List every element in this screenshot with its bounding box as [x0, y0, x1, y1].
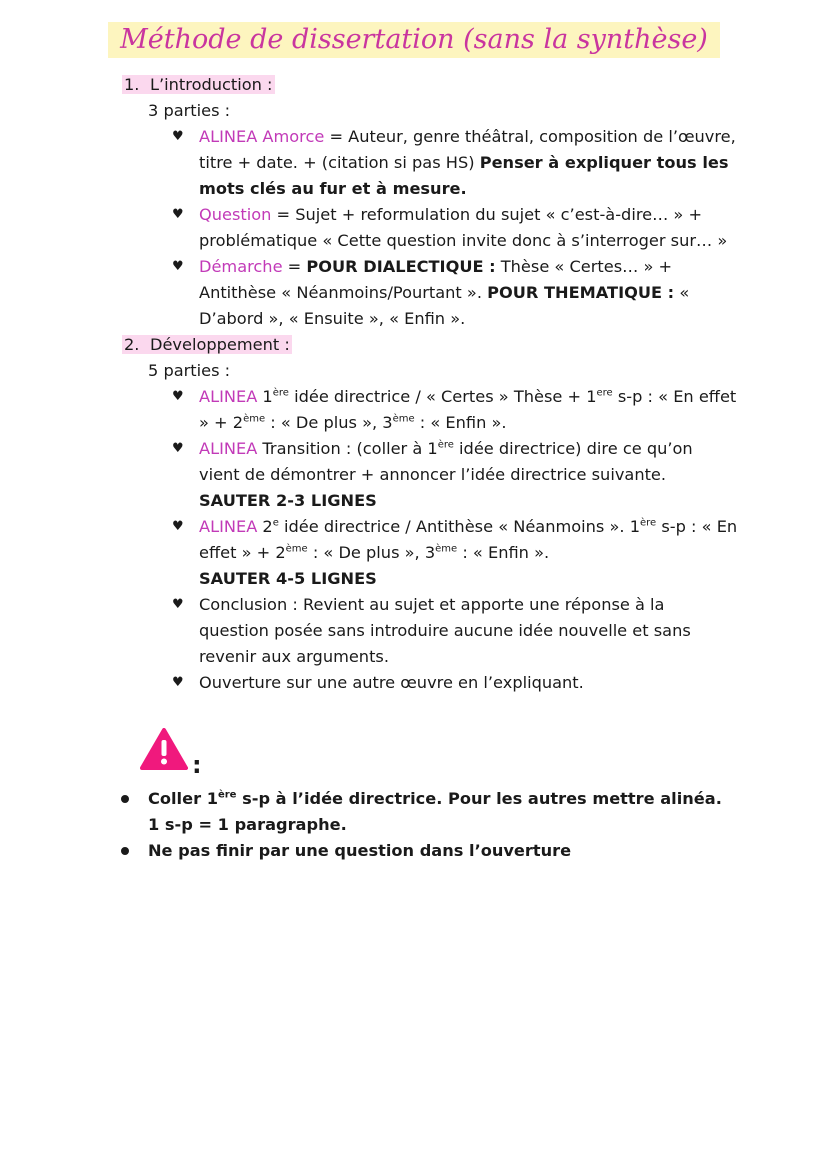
- text-run: Ne pas finir par une question dans l’ouverture: [148, 841, 572, 860]
- bold-instruction: SAUTER 2-3 LIGNES: [199, 491, 377, 510]
- text-run: 1: [257, 387, 273, 406]
- section-2-heading-highlight: [122, 335, 292, 354]
- text-run: s-p : « En effet » + 2: [199, 387, 737, 432]
- warning-list: [0, 786, 828, 864]
- bullet-dot-icon: [121, 795, 129, 803]
- text-run: idée directrice / Antithèse « Néanmoins ». 1: [278, 517, 640, 536]
- section-title: L’introduction :: [150, 75, 273, 94]
- superscript: ère: [437, 439, 454, 451]
- keyword-pink: ALINEA: [199, 387, 258, 406]
- text-run: 2: [257, 517, 273, 536]
- heart-bullet-icon: ♥: [172, 129, 184, 144]
- superscript: ère: [217, 789, 237, 801]
- section-2-heading: [122, 332, 292, 358]
- text-run: idée directrice) dire ce qu’on vient de démontrer + annoncer l’idée directrice suivante.: [199, 439, 693, 484]
- section-2-subtitle: 5 parties :: [148, 361, 231, 380]
- heart-bullet-icon: ♥: [172, 597, 184, 612]
- superscript: ème: [285, 543, 308, 555]
- text-run: : « Enfin ».: [457, 543, 550, 562]
- text-run: =: [282, 257, 307, 276]
- text-run: s-p à l’idée directrice. Pour les autres mettre alinéa. 1 s-p = 1 paragraphe.: [148, 789, 722, 834]
- heart-bullet-icon: ♥: [172, 519, 184, 534]
- text-run: Ouverture sur une autre œuvre en l’expliquant.: [199, 673, 584, 692]
- list-item: [0, 254, 828, 332]
- bold-text: POUR THEMATIQUE :: [487, 283, 675, 302]
- superscript: ère: [272, 387, 289, 399]
- text-run: « D’abord », « Ensuite », « Enfin ».: [199, 283, 690, 328]
- text-run: : « Enfin ».: [414, 413, 507, 432]
- keyword-pink: Question: [199, 205, 272, 224]
- list-item: [0, 202, 828, 254]
- text-run: : « De plus », 3: [307, 543, 436, 562]
- text-run: = Auteur, genre théâtral, composition de l’œuvre, titre + date. + (citation si pas HS): [199, 127, 736, 172]
- text-run: s-p : « En effet » + 2: [199, 517, 738, 562]
- heart-bullet-icon: ♥: [172, 441, 184, 456]
- section-1-heading-highlight: [122, 75, 275, 94]
- text-run: Thèse « Certes… » + Antithèse « Néanmoins/Pourtant ».: [199, 257, 673, 302]
- superscript: ème: [243, 413, 266, 425]
- superscript: ère: [640, 517, 657, 529]
- superscript: e: [272, 517, 279, 529]
- title-container: [0, 22, 828, 58]
- superscript: ere: [596, 387, 613, 399]
- text-run: : « De plus », 3: [265, 413, 393, 432]
- heart-bullet-icon: ♥: [172, 259, 184, 274]
- heart-bullet-icon: ♥: [172, 389, 184, 404]
- section-1-subtitle: 3 parties :: [148, 101, 231, 120]
- section-2-list: [0, 384, 828, 696]
- list-item: [0, 436, 828, 514]
- heart-bullet-icon: ♥: [172, 207, 184, 222]
- section-number: 2.: [124, 335, 140, 354]
- list-item: [0, 838, 828, 864]
- keyword-pink: ALINEA: [199, 517, 258, 536]
- heart-bullet-icon: ♥: [172, 675, 184, 690]
- warning-triangle-icon: [140, 728, 188, 778]
- bold-text: POUR DIALECTIQUE :: [306, 257, 496, 276]
- keyword-pink: Démarche: [199, 257, 283, 276]
- text-run: Transition : (coller à 1: [257, 439, 438, 458]
- section-1-heading: [122, 72, 275, 98]
- section-1-list: [0, 124, 828, 332]
- page-title: Méthode de dissertation (sans la synthèse): [108, 22, 720, 58]
- list-item: [0, 124, 828, 202]
- section-number: 1.: [124, 75, 140, 94]
- text-run: Coller 1: [148, 789, 218, 808]
- list-item: [0, 514, 828, 592]
- superscript: ème: [392, 413, 415, 425]
- superscript: ème: [435, 543, 458, 555]
- keyword-pink: ALINEA: [199, 439, 258, 458]
- list-item: [0, 592, 828, 670]
- list-item: [0, 670, 828, 696]
- section-title: Développement :: [150, 335, 290, 354]
- list-item: [0, 384, 828, 436]
- keyword-pink: ALINEA Amorce: [199, 127, 325, 146]
- text-run: Conclusion : Revient au sujet et apporte une réponse à la question posée sans introduire aucune idée nouvelle et sans revenir aux arguments.: [199, 595, 691, 666]
- bold-instruction: SAUTER 4-5 LIGNES: [199, 569, 377, 588]
- text-run: idée directrice / « Certes » Thèse + 1: [288, 387, 597, 406]
- text-run: = Sujet + reformulation du sujet « c’est-à-dire… » + problématique « Cette question invite donc à s’interroger sur… »: [199, 205, 728, 250]
- bullet-dot-icon: [121, 847, 129, 855]
- bold-text: Penser à expliquer tous les mots clés au fur et à mesure.: [199, 153, 729, 198]
- list-item: [0, 786, 828, 838]
- warning-colon: :: [192, 751, 202, 779]
